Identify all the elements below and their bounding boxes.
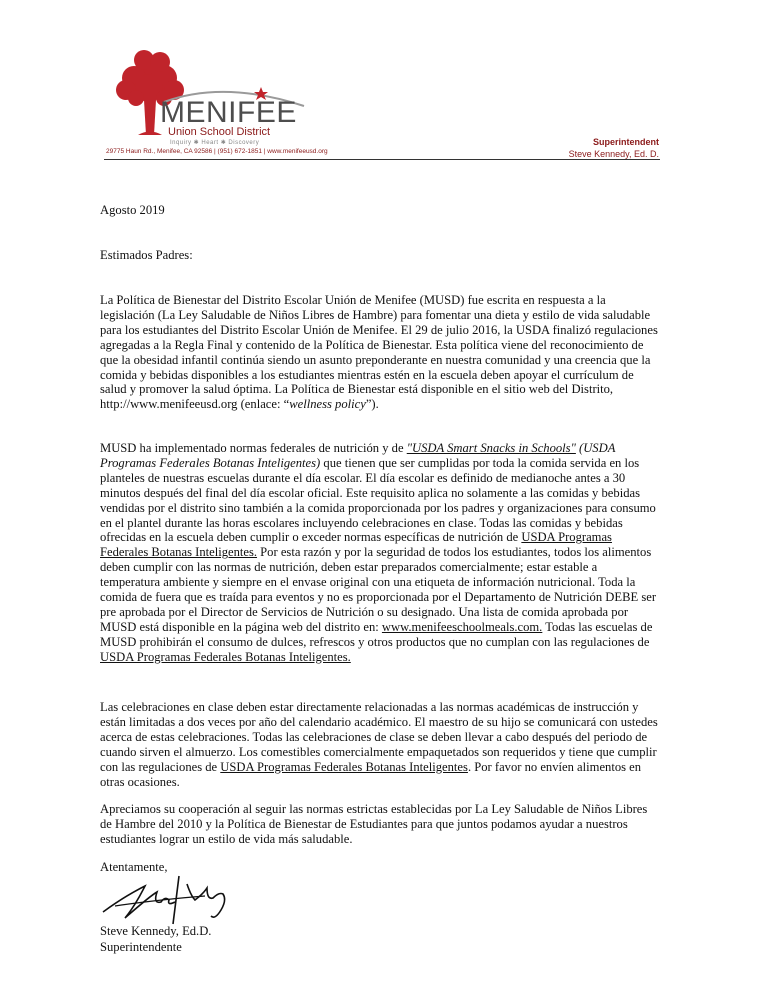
paragraph-1: [100, 293, 660, 412]
paragraph-2-text-a: MUSD ha implementado normas federales de nutrición y de: [100, 441, 407, 455]
paragraph-2-text-c: Por esta razón y por la seguridad de todos los estudiantes, todos los alimentos deben cumplir con las normas de nutrición, deben estar preparados comercialmente; estar estable a temperatura ambiente y siempre en el envase original con una etiqueta de información nutricional. Toda la comida de fuera que es traída para eventos y no es proporcionada por el Departamento de Nutrición DEBE ser pre aprobada por el Director de Servicios de Nutrición o su designado. Una lista de comida aprobada por MUSD está disponible en la página web del distrito en:: [100, 545, 657, 634]
signer-title: Superintendente: [100, 940, 182, 954]
paragraph-1-end: ”).: [365, 397, 379, 412]
letter-greeting: Estimados Padres:: [100, 248, 193, 262]
paragraph-4: Apreciamos su cooperación al seguir las normas estrictas establecidas por La Ley Saludable de Niños Libres de Hambre del 2010 y la Política de Bienestar de Estudiantes para que juntos podamos ayudar a nuestros estudiantes lograr un estilo de vida más saludable.: [100, 802, 648, 846]
district-address: 29775 Haun Rd., Menifee, CA 92586 | (951) 672-1851 | www.menifeeusd.org: [106, 148, 328, 155]
paragraph-2-text-b: que tienen que ser cumplidas por toda la comida servida en los planteles de nuestras escuelas durante el día escolar. El día escolar es definido de medianoche antes a 30 minutos después del final del día escolar oficial. Este requisito aplica no solamente a las comidas y bebidas vendidas por el distrito sino también a la comida proporcionada por los padres y organizaciones para consumo en el plantel durante las horas escolares incluyendo celebraciones en clase. Todas las comidas y bebidas ofrecidas en la escuela deben cumplir o exceder normas específicas de nutrición de: [100, 455, 656, 545]
letter-date: Agosto 2019: [100, 203, 165, 217]
district-logo: [104, 40, 364, 160]
usda-program-ref-3: USDA Programas Federales Botanas Inteligentes: [220, 759, 468, 774]
superintendent-block: [569, 136, 659, 160]
paragraph-3-text-a: Las celebraciones en clase deben estar directamente relacionadas a las normas académicas de instrucción y están limitadas a dos veces por año del calendario académico. El maestro de su hijo se comunicará con ustedes acerca de estas celebraciones. Todas las celebraciones de clase se deben llevar a cabo después del periodo de cuando sirven el almuerzo. Los comestibles comercialmente empaquetados son requeridos y tiene que cumplir con las regulaciones de: [100, 700, 658, 774]
wellness-policy-text: wellness policy: [289, 397, 366, 412]
superintendent-title: Superintendent: [592, 137, 659, 147]
paragraph-1-enlace: (enlace: “: [237, 397, 290, 412]
school-meals-link[interactable]: www.menifeeschoolmeals.com.: [381, 619, 543, 634]
district-website-link[interactable]: http://www.menifeeusd.org: [100, 397, 238, 412]
smart-snacks-spanish: (USDA Programas Federales Botanas Inteligentes): [100, 441, 616, 470]
letter-closing: Atentamente,: [100, 860, 168, 874]
logo-wordmark: MENIFEE: [160, 96, 297, 129]
signer-name: Steve Kennedy, Ed.D.: [100, 924, 212, 938]
signature-image: [95, 866, 245, 926]
paragraph-3-text-b: . Por favor no envíen alimentos en otras ocasiones.: [100, 759, 642, 789]
paragraph-3: [100, 700, 660, 789]
paragraph-2: [100, 441, 660, 665]
usda-program-ref-1: USDA Programas Federales Botanas Inteligentes.: [100, 530, 612, 560]
usda-program-ref-2: USDA Programas Federales Botanas Inteligentes.: [100, 649, 351, 664]
superintendent-name: Steve Kennedy, Ed. D.: [568, 149, 659, 159]
paragraph-1-text: La Política de Bienestar del Distrito Escolar Unión de Menifee (MUSD) fue escrita en respuesta a la legislación (La Ley Saludable de Niños Libres de Hambre) para fomentar una dieta y estilo de vida saludable para los estudiantes del Distrito Escolar Unión de Menifee. El 29 de julio 2016, la USDA finalizó regulaciones agregadas a la Regla Final y contenido de la Política de Bienestar. Esta política viene del reconocimiento de que la obesidad infantil continúa siendo un asunto preponderante en nuestra comunidad y una creencia que la comida y bebidas disponibles a los estudiantes mientras estén en la escuela deben apoyar el currículum de salud y promover la salud óptima. La Política de Bienestar está disponible en el sitio web del Distrito,: [100, 293, 658, 397]
logo-subtitle: Union School District: [168, 126, 271, 138]
paragraph-2-text-d: Todas las escuelas de MUSD prohibirán el consumo de dulces, refrescos y otros productos que no cumplan con las regulaciones de: [100, 619, 653, 649]
smart-snacks-title: "USDA Smart Snacks in Schools": [406, 441, 576, 455]
logo-tagline: Inquiry ✱ Heart ✱ Discovery: [170, 140, 260, 146]
